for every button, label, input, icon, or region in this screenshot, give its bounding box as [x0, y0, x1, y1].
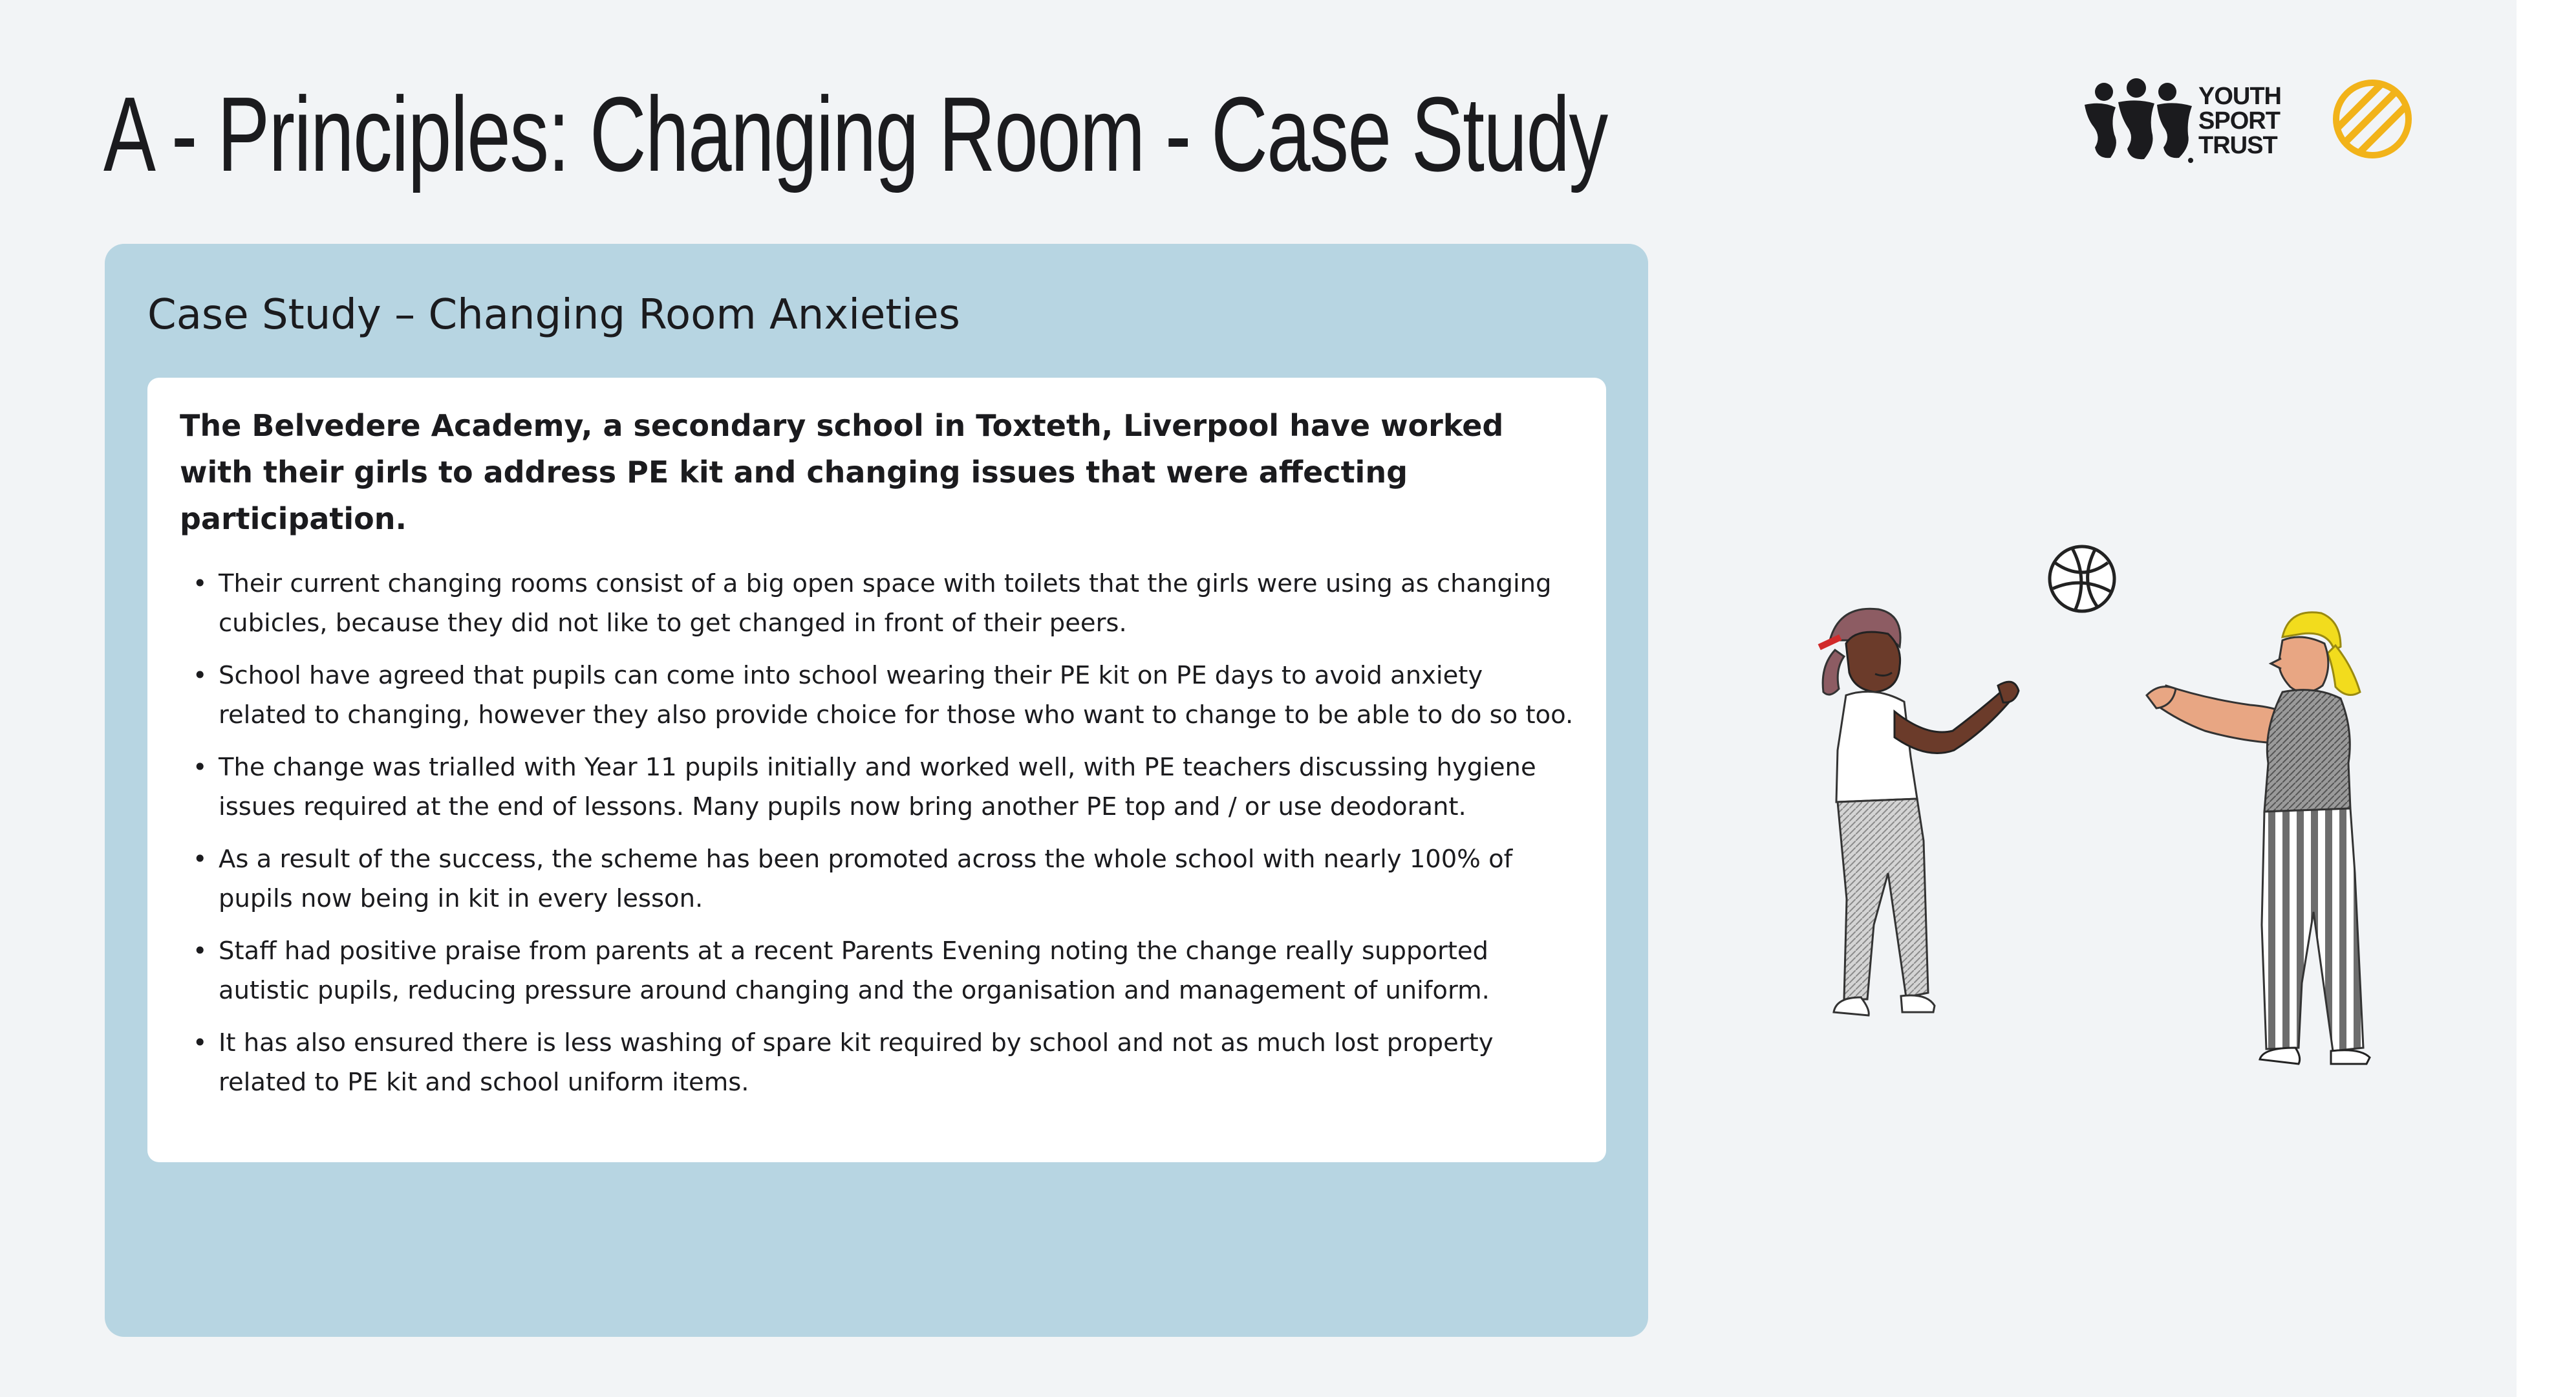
- list-item: [180, 564, 1574, 643]
- list-item-text: As a result of the success, the scheme has been promoted across the whole school with nearly 100% of pupils now being in kit in every lesson.: [219, 845, 1513, 913]
- list-item: [180, 656, 1574, 735]
- case-study-intro: The Belvedere Academy, a secondary school in Toxteth, Liverpool have worked with their girls to address PE kit and changing issues that were affecting participation.: [180, 408, 1504, 536]
- list-item: [180, 748, 1574, 827]
- case-study-heading: Case Study – Changing Room Anxieties: [147, 291, 960, 339]
- list-item-text: Their current changing rooms consist of a big open space with toilets that the girls were using as changing cubicles, because they did not like to get changed in front of their peers.: [219, 569, 1552, 638]
- two-girls-playing-ball-illustration-icon: [1785, 537, 2418, 1074]
- list-item: [180, 931, 1574, 1010]
- wordmark-line: SPORT: [2198, 107, 2280, 135]
- bullet-icon: •: [193, 661, 208, 689]
- case-study-body: [147, 378, 1606, 1162]
- case-study-card: [105, 244, 1648, 1337]
- page-title: A - Principles: Changing Room - Case Study: [103, 75, 1607, 193]
- bullet-icon: •: [193, 753, 208, 781]
- bullet-icon: •: [193, 937, 208, 965]
- list-item-text: School have agreed that pupils can come into school wearing their PE kit on PE days to avoid anxiety related to changing, however they also provide choice for those who want to change to be able to do so too.: [219, 661, 1574, 730]
- right-girl: [2147, 612, 2370, 1064]
- left-girl: [1818, 609, 2019, 1015]
- case-study-bullets: [180, 564, 1574, 1102]
- list-item-text: Staff had positive praise from parents at a recent Parents Evening noting the change really supported autistic pupils, reducing pressure around changing and the organisation and management of uniform.: [219, 937, 1490, 1005]
- ball: [2050, 547, 2114, 611]
- youth-sport-trust-logo-icon: [2082, 78, 2195, 165]
- bullet-icon: •: [193, 1028, 208, 1057]
- youth-sport-trust-wordmark: [2198, 84, 2302, 158]
- striped-circle-emblem-icon: [2331, 78, 2414, 160]
- list-item: [180, 839, 1574, 918]
- wordmark-line: TRUST: [2198, 132, 2277, 159]
- wordmark-line: YOUTH: [2198, 83, 2281, 110]
- bullet-icon: •: [193, 569, 208, 598]
- list-item-text: It has also ensured there is less washing of spare kit required by school and not as much lost property related to PE kit and school uniform items.: [219, 1028, 1494, 1097]
- logo-group: [2082, 72, 2418, 169]
- bullet-icon: •: [193, 845, 208, 873]
- list-item-text: The change was trialled with Year 11 pupils initially and worked well, with PE teachers discussing hygiene issues required at the end of lessons. Many pupils now bring another PE top and / or use deodorant.: [219, 753, 1536, 821]
- list-item: [180, 1023, 1574, 1102]
